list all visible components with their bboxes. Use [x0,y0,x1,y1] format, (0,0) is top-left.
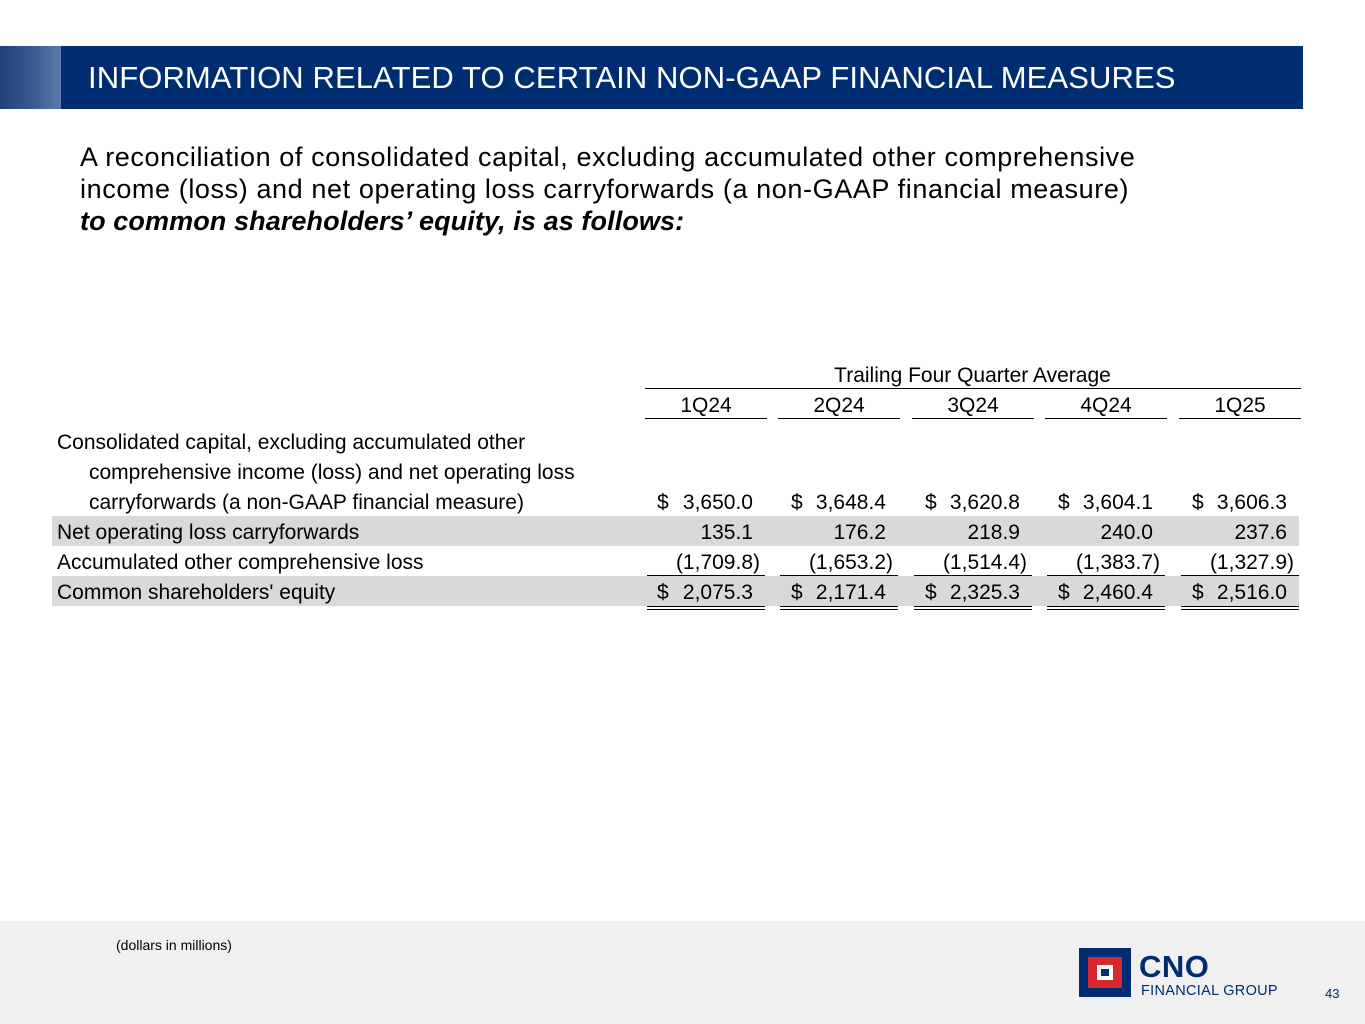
cell-value: 3,650.0 [682,491,753,514]
total-double-rule [1047,606,1165,610]
total-double-rule [914,606,1032,610]
intro-line-1: A reconciliation of consolidated capital, excluding accumulated other comprehensive [80,142,1136,172]
column-header: 1Q24 [680,394,732,417]
cell-value: (1,514.4) [942,551,1027,574]
cell-value: 3,620.8 [949,491,1020,514]
subtotal-rule [780,575,898,576]
cell-value: 176.2 [833,521,886,544]
cell-value: 3,606.3 [1216,491,1287,514]
column-header-rule [778,418,900,419]
cell-value: 240.0 [1100,521,1153,544]
total-double-rule [1181,606,1299,610]
currency-symbol: $ [791,581,803,604]
footer [0,921,1365,1024]
cell-value: 3,648.4 [815,491,886,514]
column-header: 3Q24 [947,394,999,417]
logo-subtitle: FINANCIAL GROUP [1141,983,1278,999]
currency-symbol: $ [657,491,669,514]
group-header: Trailing Four Quarter Average [834,364,1111,387]
group-header-rule [645,388,1301,389]
cell-value: 2,325.3 [949,581,1020,604]
column-header: 1Q25 [1214,394,1266,417]
cell-value: (1,383.7) [1075,551,1160,574]
currency-symbol: $ [1058,581,1070,604]
currency-symbol: $ [1192,491,1204,514]
currency-symbol: $ [1058,491,1070,514]
total-double-rule [780,606,898,610]
cell-value: (1,327.9) [1209,551,1294,574]
currency-symbol: $ [925,581,937,604]
cell-value: 237.6 [1234,521,1287,544]
currency-symbol: $ [657,581,669,604]
cell-value: 2,075.3 [682,581,753,604]
subtotal-rule [1047,575,1165,576]
column-header: 4Q24 [1080,394,1132,417]
subtotal-rule [647,575,765,576]
cell-value: 3,604.1 [1082,491,1153,514]
subtotal-rule [1181,575,1299,576]
cell-value: 135.1 [700,521,753,544]
intro-line-2: income (loss) and net operating loss carryforwards (a non-GAAP financial measure) [80,174,1130,204]
row-label: Accumulated other comprehensive loss [57,551,424,574]
page-title: INFORMATION RELATED TO CERTAIN NON-GAAP FINANCIAL MEASURES [88,60,1176,95]
cell-value: 2,516.0 [1216,581,1287,604]
currency-symbol: $ [1192,581,1204,604]
cell-value: 2,171.4 [815,581,886,604]
column-header-rule [1045,418,1167,419]
row-label: carryforwards (a non-GAAP financial measure) [89,491,524,514]
cno-logo-icon [1079,948,1131,997]
column-header: 2Q24 [813,394,865,417]
row-label: Net operating loss carryforwards [57,521,360,544]
row-label: Consolidated capital, excluding accumulated other [57,431,526,454]
logo-name: CNO [1139,949,1210,984]
cell-value: (1,653.2) [808,551,893,574]
total-double-rule [647,606,765,610]
currency-symbol: $ [791,491,803,514]
currency-symbol: $ [925,491,937,514]
subtotal-rule [914,575,1032,576]
row-label: comprehensive income (loss) and net operating loss [89,461,575,484]
cell-value: 218.9 [967,521,1020,544]
page-number: 43 [1325,986,1340,1001]
column-header-rule [645,418,767,419]
column-header-rule [1179,418,1301,419]
column-header-rule [912,418,1034,419]
intro-line-3: to common shareholders’ equity, is as follows: [80,206,685,236]
row-label: Common shareholders' equity [57,581,336,604]
footnote: (dollars in millions) [116,937,232,953]
cell-value: 2,460.4 [1082,581,1153,604]
cell-value: (1,709.8) [675,551,760,574]
